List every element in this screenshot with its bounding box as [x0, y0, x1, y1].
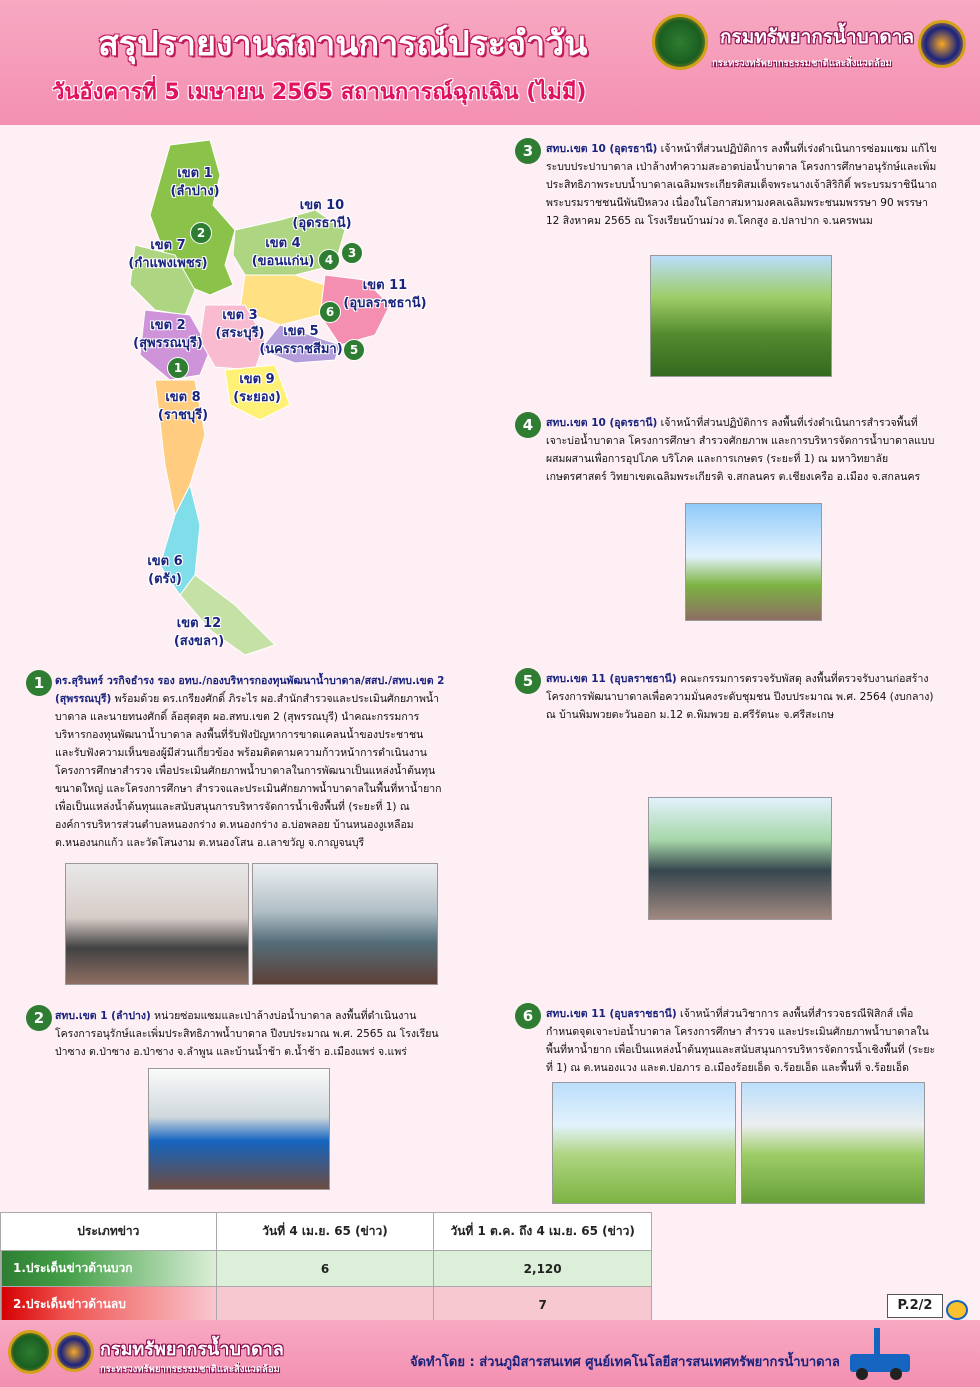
- zone-name: เขต 11: [362, 278, 408, 293]
- news-3-photo-well: [650, 255, 832, 377]
- map-zone-label: [120, 317, 216, 353]
- map-badge: 1: [167, 357, 189, 379]
- footer-credit: จัดทำโดย : ส่วนภูมิสารสนเทศ ศูนย์เทคโนโลยีสารสนเทศทรัพยากรน้ำบาดาล: [410, 1355, 840, 1370]
- news-item-6: [546, 1005, 938, 1077]
- map-badge: 4: [318, 249, 340, 271]
- news-heading: สทบ.เขต 10 (อุดรธานี): [546, 417, 658, 429]
- zone-province: (อุดรธานี): [292, 216, 352, 231]
- zone-name: เขต 3: [222, 308, 258, 323]
- zone-province: (กำแพงเพชร): [128, 256, 208, 271]
- map-zone-label: [169, 615, 229, 651]
- news-heading: สทบ.เขต 1 (ลำปาง): [55, 1010, 151, 1022]
- zone-province: (อุบลราชธานี): [343, 296, 427, 311]
- footer-department-seal-icon: [8, 1330, 52, 1374]
- map-badge: 3: [341, 242, 363, 264]
- map-zone-label: [337, 277, 433, 313]
- news-body: พร้อมด้วย ดร.เกรียงศักดิ์ ภิระไร ผอ.สำนักสำรวจและประเมินศักยภาพน้ำบาดาล และนายทนงศักดิ์ ล้อสุดสุด ผอ.สทบ.เขต 2 (สุพรรณบุรี) นำคณะกรรมการบริหารกองทุนพัฒนาน้ำบาดาล ลงพื้นที่รับฟังปัญหาการขาดแคลนน้ำของประชาชน และรับฟังความเห็นของผู้มีส่วนเกี่ยวข้อง พร้อมติดตามความก้าวหน้าการดำเนินงาน โครงการศึกษาสำรวจ เพื่อประเมินศักยภาพน้ำบาดาลในการพัฒนาเป็นแหล่งน้ำต้นทุนขนาดใหญ่ และโครงการศึกษา สำรวจและประเมินศักยภาพน้ำบาดาลในพื้นที่หาน้ำยาก เพื่อเป็นแหล่งน้ำต้นทุนและสนับสนุนการบริหารจัดการน้ำเชิงพื้นที่ (ระยะที่ 1) ณ องค์การบริหารส่วนตำบลหนองกร่าง ต.หนองกร่าง อ.บ่อพลอย บ้านหนองงูเหลือม ต.หนองนกแก้ว และวัดโสนงาม ต.หนองโสน อ.เลาขวัญ จ.กาญจนบุรี: [55, 693, 442, 849]
- map-badge: 6: [319, 301, 341, 323]
- stats-col-range: วันที่ 1 ต.ค. ถึง 4 เม.ย. 65 (ข่าว): [434, 1213, 652, 1251]
- stats-header-row: [1, 1213, 652, 1251]
- zone-province: (สุพรรณบุรี): [133, 336, 203, 351]
- map-zone-label: [227, 371, 287, 407]
- ministry-seal-icon: [918, 20, 966, 68]
- map-badge: 2: [190, 222, 212, 244]
- footer-ministry-seal-icon: [54, 1332, 94, 1372]
- news-number-badge: 3: [515, 138, 541, 164]
- zone-province: (สระบุรี): [215, 326, 265, 341]
- news-stats-table: [0, 1212, 652, 1323]
- thailand-zone-map: [115, 135, 445, 665]
- stats-row-positive: [1, 1251, 652, 1287]
- zone-name: เขต 10: [299, 198, 345, 213]
- zone-province: (ระยอง): [233, 390, 281, 405]
- header-ministry-name: กระทรวงทรัพยากรธรรมชาติและสิ่งแวดล้อม: [712, 58, 892, 69]
- news-1-photo-meeting: [65, 863, 249, 985]
- news-item-5: [546, 670, 938, 724]
- stats-col-day: วันที่ 4 เม.ย. 65 (ข่าว): [216, 1213, 434, 1251]
- news-body: หน่วยซ่อมแซมและเป่าล้างบ่อน้ำบาดาล ลงพื้นที่ดำเนินงานโครงการอนุรักษ์และเพิ่มประสิทธิภาพน้ำบาดาล ปีงบประมาณ พ.ศ. 2565 ณ โรงเรียนป่าซาง ต.ป่าซาง อ.ป่าซาง จ.ลำพูน และบ้านน้ำช้า ต.น้ำช้า อ.เมืองแพร่ จ.แพร่: [55, 1010, 439, 1058]
- map-zone-label: [151, 389, 215, 425]
- news-number-badge: 1: [26, 670, 52, 696]
- positive-label: 1.ประเด็นข่าวด้านบวก: [1, 1251, 217, 1287]
- zone-name: เขต 8: [165, 390, 201, 405]
- negative-range-count: 7: [434, 1287, 652, 1323]
- map-zone-label: [277, 197, 367, 233]
- news-body: คณะกรรมการตรวจรับพัสดุ ลงพื้นที่ตรวจรับงานก่อสร้างโครงการพัฒนาบาดาลเพื่อความมั่นคงระดับชุมชน ปีงบประมาณ พ.ศ. 2564 (งบกลาง) ณ บ้านพิมพวยตะวันออก ม.12 ต.พิมพวย อ.ศรีรัตนะ จ.ศรีสะเกษ: [546, 673, 934, 721]
- news-body: เจ้าหน้าที่ส่วนวิชาการ ลงพื้นที่สำรวจธรณีฟิสิกส์ เพื่อกำหนดจุดเจาะบ่อน้ำบาดาล โครงการศึกษา สำรวจ และประเมินศักยภาพน้ำบาดาลในพื้นที่หาน้ำยาก เพื่อเป็นแหล่งน้ำต้นทุนและสนับสนุนการบริหารจัดการน้ำเชิงพื้นที่ (ระยะที่ 1) ณ ต.หนองแวง และต.ปอภาร อ.เมืองร้อยเอ็ด จ.ร้อยเอ็ด และพื้นที่ จ.ร้อยเอ็ด: [546, 1008, 936, 1074]
- zone-name: เขต 12: [176, 616, 222, 631]
- news-item-2: [55, 1007, 445, 1061]
- zone-name: เขต 4: [265, 236, 301, 251]
- footer-department-name: กรมทรัพยากรน้ำบาดาล: [100, 1339, 284, 1360]
- map-zone-label: [155, 165, 235, 201]
- zone-province: (นครราชสีมา): [259, 342, 343, 357]
- positive-range-count: 2,120: [434, 1251, 652, 1287]
- map-badge: 5: [343, 339, 365, 361]
- stats-col-type: ประเภทข่าว: [1, 1213, 217, 1251]
- page-number: P.2/2: [887, 1294, 943, 1318]
- drilling-truck-icon: [846, 1328, 916, 1380]
- news-heading: สทบ.เขต 10 (อุดรธานี): [546, 143, 658, 155]
- map-zone-label: [253, 323, 349, 359]
- header-department-name: กรมทรัพยากรน้ำบาดาล: [720, 26, 915, 48]
- news-number-badge: 4: [515, 412, 541, 438]
- zone-name: เขต 6: [147, 554, 183, 569]
- news-number-badge: 5: [515, 668, 541, 694]
- news-1-photo-group: [252, 863, 438, 985]
- page-title: สรุปรายงานสถานการณ์ประจำวัน: [98, 24, 588, 64]
- zone-name: เขต 9: [239, 372, 275, 387]
- news-item-1: [55, 672, 445, 852]
- zone-province: (สงขลา): [173, 634, 225, 649]
- map-zone-label: [243, 235, 323, 271]
- zone-province: (ราชบุรี): [157, 408, 209, 423]
- news-body: เจ้าหน้าที่ส่วนปฏิบัติการ ลงพื้นที่เร่งดำเนินการซ่อมแซม แก้ไขระบบประปาบาดาล เป่าล้างทำความสะอาดบ่อน้ำบาดาล โครงการศึกษาอนุรักษ์และเพิ่มประสิทธิภาพระบบน้ำบาดาลเฉลิมพระเกียรติสมเด็จพระนางเจ้าสิริกิติ์ พระบรมราชินีนาถ พระบรมราชชนนีพันปีหลวง เนื่องในโอกาสมหามงคลเฉลิมพระชนมพรรษา 90 พรรษา 12 สิงหาคม 2565 ณ โรงเรียนบ้านม่วง ต.โคกสูง อ.ปลาปาก จ.นครพนม: [546, 143, 937, 227]
- news-5-photo-inspection: [648, 797, 832, 920]
- footer-ministry-name: กระทรวงทรัพยากรธรรมชาติและสิ่งแวดล้อม: [100, 1364, 280, 1375]
- positive-day-count: 6: [216, 1251, 434, 1287]
- zone-name: เขต 1: [177, 166, 213, 181]
- zone-name: เขต 7: [150, 238, 186, 253]
- news-heading: สทบ.เขต 11 (อุบลราชธานี): [546, 1008, 677, 1020]
- department-seal-icon: [652, 14, 708, 70]
- news-body: เจ้าหน้าที่ส่วนปฏิบัติการ ลงพื้นที่เร่งดำเนินการสำรวจพื้นที่เจาะบ่อน้ำบาดาล โครงการศึกษา สำรวจศักยภาพ และการบริหารจัดการน้ำบาดาลแบบผสมผสานเพื่อการอุปโภค บริโภค และการเกษตร (ระยะที่ 1) ณ มหาวิทยาลัยเกษตรศาสตร์ วิทยาเขตเฉลิมพระเกียรติ จ.สกลนคร ต.เชียงเครือ อ.เมือง จ.สกลนคร: [546, 417, 935, 483]
- news-4-photo-survey: [685, 503, 822, 621]
- page-subtitle: วันอังคารที่ 5 เมษายน 2565 สถานการณ์ฉุกเฉิน (ไม่มี): [52, 80, 587, 105]
- news-heading: ดร.สุรินทร์ วรกิจธำรง รอง อทบ./กองบริหารกองทุนพัฒนาน้ำบาดาล/สสป./สทบ.เขต 2 (สุพรรณบุรี): [55, 675, 445, 705]
- zone-province: (ลำปาง): [170, 184, 220, 199]
- news-number-badge: 2: [26, 1005, 52, 1031]
- stats-row-negative: [1, 1287, 652, 1323]
- zone-province: (ขอนแก่น): [251, 254, 315, 269]
- news-number-badge: 6: [515, 1003, 541, 1029]
- news-6-photo-geophysics-b: [741, 1082, 925, 1204]
- news-item-4: [546, 414, 938, 486]
- zone-name: เขต 2: [150, 318, 186, 333]
- negative-label: 2.ประเด็นข่าวด้านลบ: [1, 1287, 217, 1323]
- news-2-photo-repair: [148, 1068, 330, 1190]
- zone-name: เขต 5: [283, 324, 319, 339]
- map-zone-label: [137, 553, 193, 589]
- header-banner: [0, 0, 980, 125]
- news-6-photo-geophysics-a: [552, 1082, 736, 1204]
- zone-province: (ตรัง): [148, 572, 182, 587]
- news-item-3: [546, 140, 938, 230]
- negative-day-count: [216, 1287, 434, 1323]
- news-heading: สทบ.เขต 11 (อุบลราชธานี): [546, 673, 677, 685]
